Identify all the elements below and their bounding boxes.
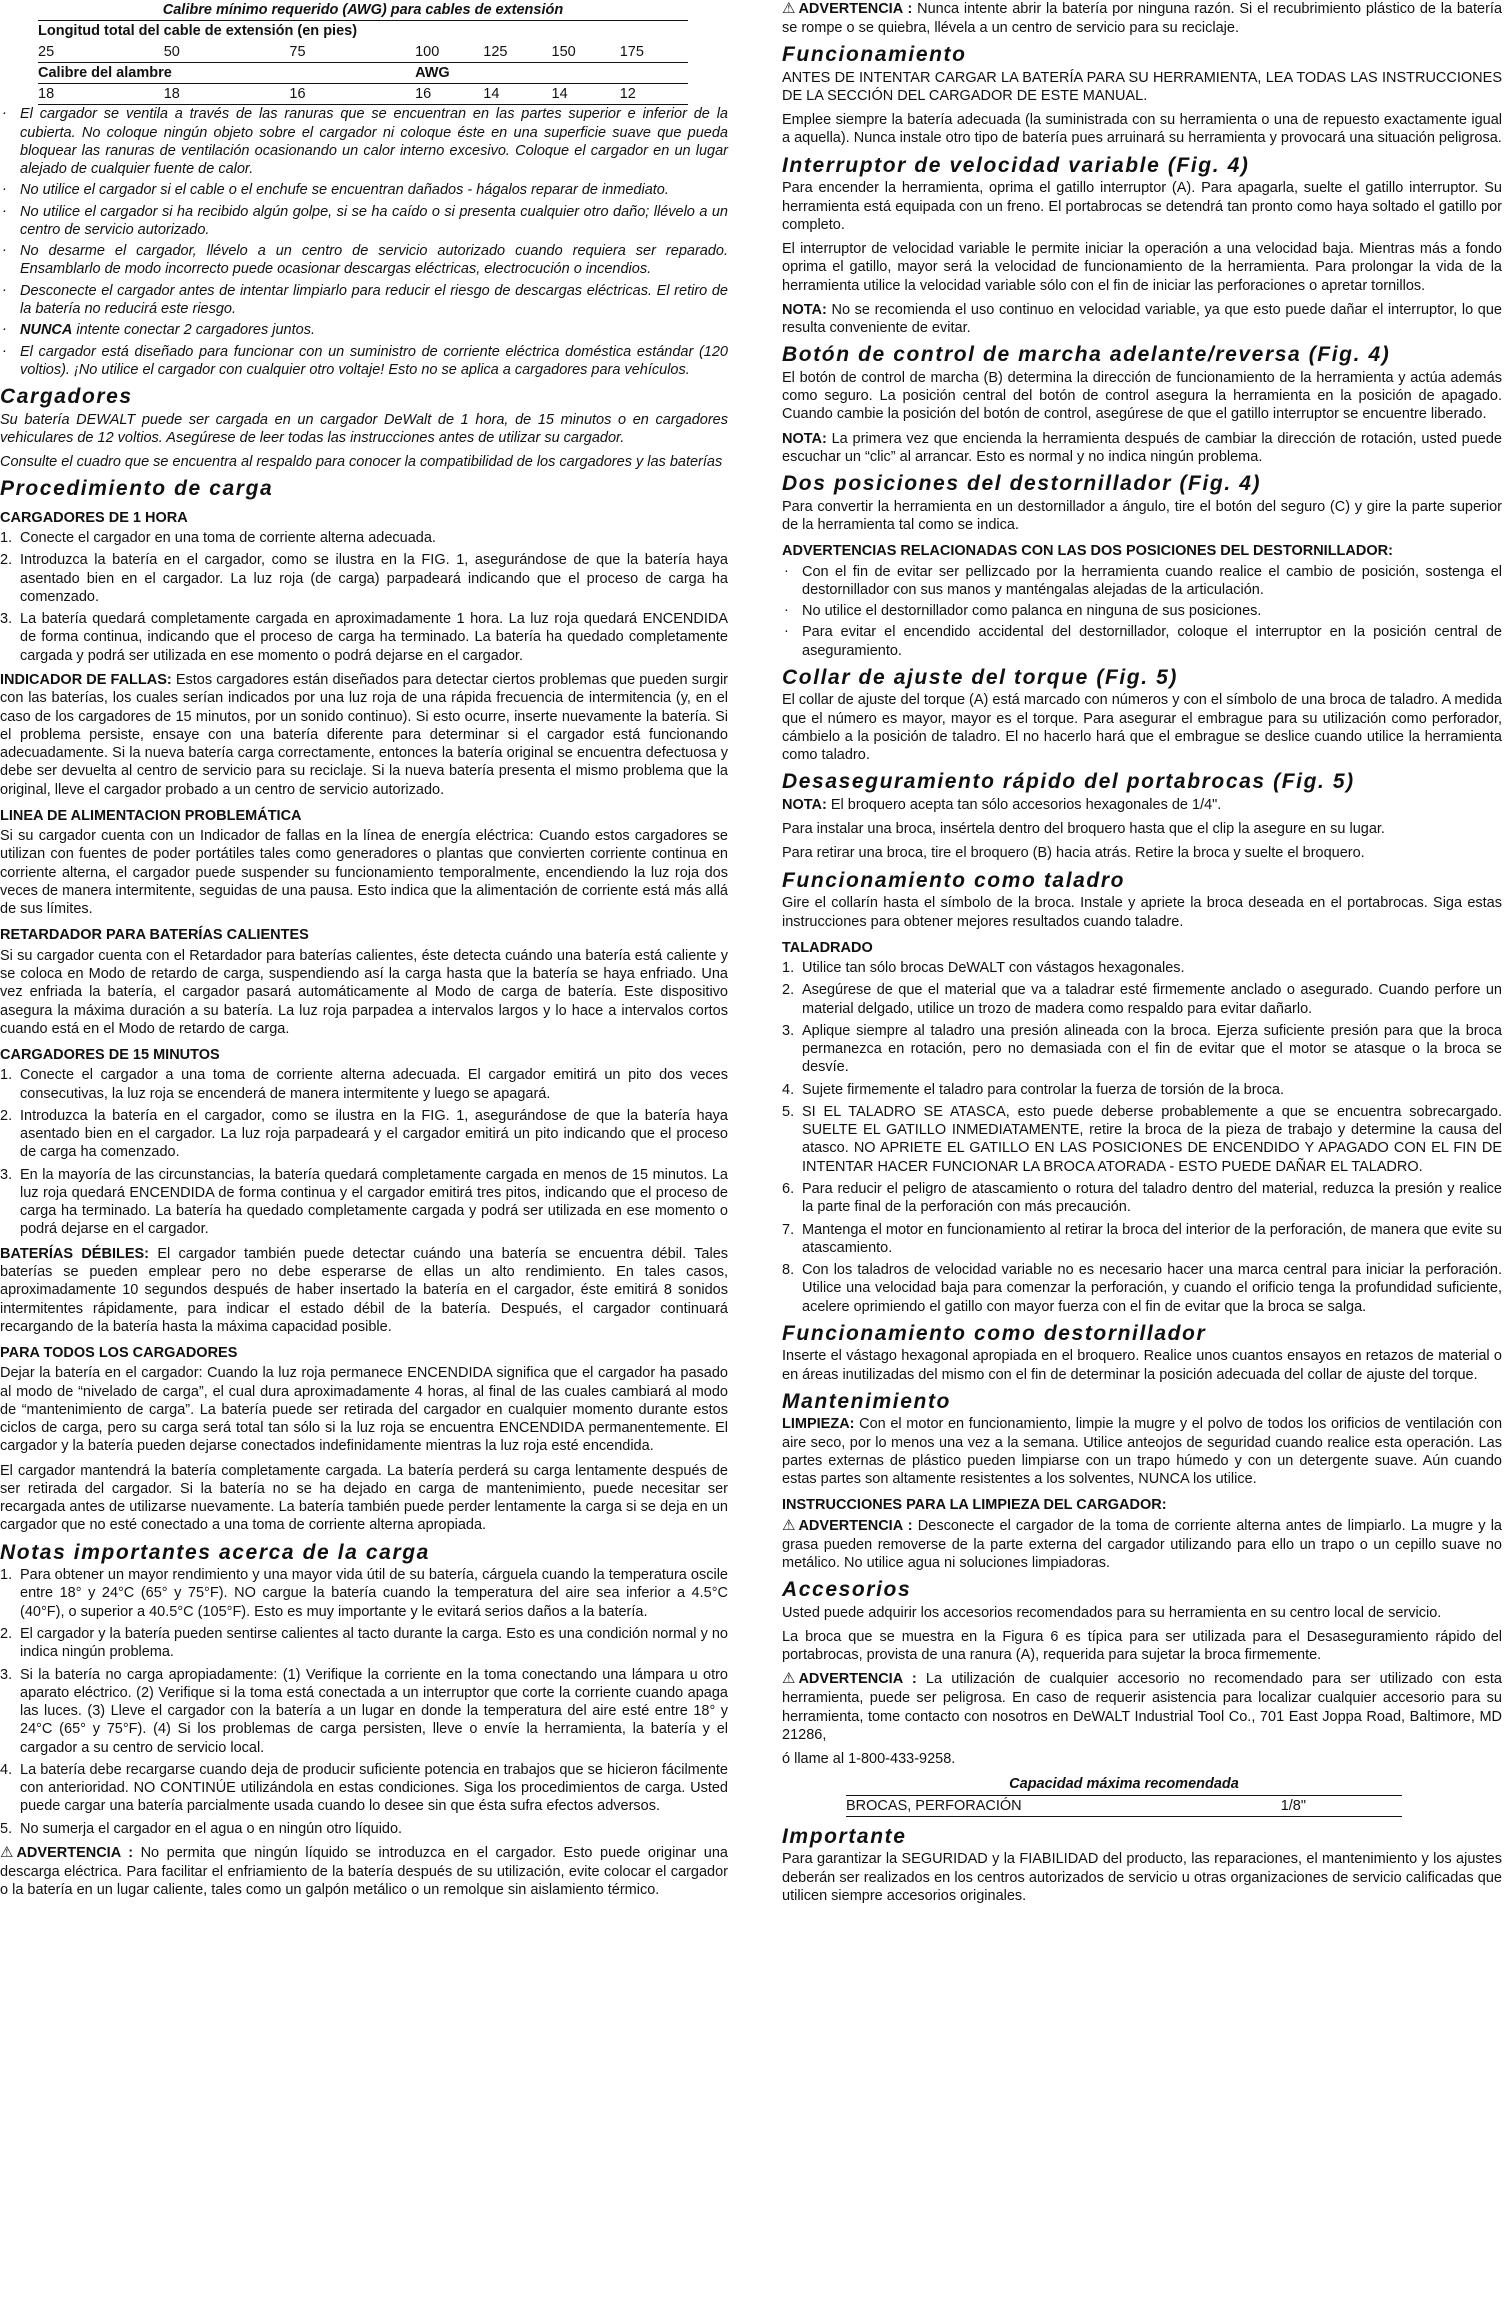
awg-gauge: 14 (483, 84, 551, 105)
warning-icon: ⚠ (782, 0, 796, 17)
list-item: 3. Aplique siempre al taladro una presión alineada con la broca. Ejerza suficiente presión para que la broca permanezca en rotación, pero no demasiada con el fin de evitar que el motor se atasque o la broca se desvíe. (782, 1022, 1502, 1076)
paragraph: Si su cargador cuenta con el Retardador para baterías calientes, éste detecta cuándo una batería está caliente y se coloca en Modo de retardo de carga, suspendiendo así la carga hasta que la batería se haya enfriado. Una vez enfriada la batería, el cargador pasará automáticamente al Modo de carga de batería. Este dispositivo asegura la máxima duración a su batería. La luz roja parpadea a intervalos largos y lo hace a intervalos cortos cuando está en el Modo de retardo de carga. (0, 947, 728, 1037)
subheading: PARA TODOS LOS CARGADORES (0, 1345, 238, 1362)
awg-length: 125 (483, 42, 551, 63)
section-title-mantenimiento: Mantenimiento (782, 1389, 951, 1413)
section-title-accesorios: Accesorios (782, 1578, 912, 1602)
list-item: 1. Conecte el cargador en una toma de corriente alterna adecuada. (0, 530, 436, 547)
subheading: CARGADORES DE 1 HORA (0, 509, 188, 526)
paragraph: La broca que se muestra en la Figura 6 es típica para ser utilizada para el Desaseguramiento rápido del portabrocas, provista de una ranura (A), requerida para sujetar la broca firmemente. (782, 1628, 1502, 1664)
capacity-label: BROCAS, PERFORACIÓN (846, 1795, 1175, 1816)
subheading: RETARDADOR PARA BATERÍAS CALIENTES (0, 927, 309, 944)
list-item: 2. Introduzca la batería en el cargador, como se ilustra en la FIG. 1, asegurándose de que la batería haya asentado bien en el cargador. La luz roja (de carga) parpadeará indicando que el proceso de carga ha comenzado. (0, 552, 728, 605)
nunca-emphasis: NUNCA (20, 322, 73, 339)
list-item: 1. Utilice tan sólo brocas DeWALT con vástagos hexagonales. (782, 960, 1185, 977)
paragraph: El botón de control de marcha (B) determina la dirección de funcionamiento de la herramienta y actúa además como seguro. La posición central del botón de control asegura la herramienta en la posición de apagado. Cuando cambie la posición del botón de control, asegúrese de que el gatillo interruptor se encuentre liberado. (782, 369, 1502, 423)
nota: NOTA: La primera vez que encienda la herramienta después de cambiar la dirección de rotación, usted puede escuchar un “clic” al arrancar. Esto es normal y no indica ningún problema. (782, 430, 1502, 465)
awg-table (38, 0, 688, 105)
list-item: · Con el fin de evitar ser pellizcado por la herramienta cuando realice el cambio de posición, sostenga el destornillador con sus manos y manténgalas alejadas de la articulación. (782, 563, 1502, 600)
section-title-interruptor: Interruptor de velocidad variable (Fig. 4) (782, 153, 1250, 177)
section-title-importante: Importante (782, 1824, 907, 1848)
nota: NOTA: El broquero acepta tan sólo accesorios hexagonales de 1/4". (782, 796, 1222, 813)
warning-icon: ⚠ (782, 1516, 796, 1534)
subheading: TALADRADO (782, 939, 873, 956)
warning-liquid: ⚠ ADVERTENCIA : No permita que ningún líquido se introduzca en el cargador. Esto puede originar una descarga eléctrica. Para facilitar el enfriamiento de la batería después de su utilización, evite colocar el cargador o la batería en un lugar caliente, tales como un galpón metálico o un remolque sin aislamiento térmico. (0, 1843, 728, 1899)
list-item: · Para evitar el encendido accidental del destornillador, coloque el interruptor en la posición central de aseguramiento. (782, 623, 1502, 660)
list-item: 5. SI EL TALADRO SE ATASCA, esto puede deberse probablemente a que se encuentra sobrecargado. SUELTE EL GATILLO INMEDIATAMENTE, retire la broca de la pieza de trabajo y determine la causa del atasco. NO APRIETE EL GATILLO EN LAS POSICIONES DE ENCENDIDO Y APAGADO CON EL FIN DE INTENTAR HACER FUNCIONAR LA BROCA ATORADA - ESTO PUEDE DAÑAR EL TALADRO. (782, 1103, 1502, 1175)
list-item: 3. Si la batería no carga apropiadamente: (1) Verifique la corriente en la toma conectando una lámpara u otro aparato eléctrico. (2) Verifique si la toma está conectada a un interruptor que corte la corriente cuando apaga las luces. (3) Lleve el cargador con la batería a un lugar en donde la temperatura del aire esté entre 18° y 24°C (65° y 75°F). (4) Si los problemas de carga persisten, lleve o envíe la herramienta, la batería y el cargador a su centro de servicio local. (0, 1666, 728, 1756)
list-item: · El cargador está diseñado para funcionar con un suministro de corriente eléctrica doméstica estándar (120 voltios). ¡No utilice el cargador con cualquier otro voltaje! Esto no se aplica a cargadores para vehículos. (0, 343, 728, 380)
paragraph: Su batería DEWALT puede ser cargada en un cargador DeWalt de 1 hora, de 15 minutos o en cargadores vehiculares de 12 voltios. Asegúrese de leer todas las instrucciones antes de utilizar su cargador. (0, 411, 728, 446)
section-title-dos-posiciones: Dos posiciones del destornillador (Fig. 4) (782, 472, 1262, 496)
list-item: 2. Asegúrese de que el material que va a taladrar esté firmemente anclado o asegurado. Cuando perfore un material delgado, utilice un trozo de madera como respaldo para evitar dañarlo. (782, 982, 1502, 1017)
section-title-desaseguramiento: Desaseguramiento rápido del portabrocas (Fig. 5) (782, 770, 1355, 794)
list-item: · No utilice el destornillador como palanca en ninguna de sus posiciones. (782, 602, 1502, 620)
list-item (0, 321, 728, 339)
paragraph: Para garantizar la SEGURIDAD y la FIABILIDAD del producto, las reparaciones, el mantenimiento y los ajustes deberán ser realizados en los centros autorizados de servicio u otras organizaciones de servicio calificadas que utilicen siempre accesorios originales. (782, 1851, 1502, 1904)
awg-gauge-header: Calibre del alambre (38, 62, 415, 83)
list-item: 2. El cargador y la batería pueden sentirse calientes al tacto durante la carga. Esto es una condición normal y no indica ningún problema. (0, 1626, 728, 1661)
capacity-table (846, 1774, 1402, 1817)
charger-safety-list (0, 105, 728, 379)
awg-length: 175 (620, 42, 688, 63)
paragraph-fallas: INDICADOR DE FALLAS: Estos cargadores están diseñados para detectar ciertos problemas que pueden surgir con las baterías, los cuales serían indicados por una luz roja de una rápida frecuencia de intermitencia (y, en el caso de los cargadores de 15 minutos, por un sonido continuo). Si esto ocurre, inserte nuevamente la batería. Si el problema persiste, ensaye con una batería diferente para determinar si el cargador está funcionando adecuadamente. Si la nueva batería carga correctamente, entonces la batería original se encuentra defectuosa y debe ser devuelta al centro de servicio para su reciclaje. Si la nueva batería presenta el mismo problema que la original, lleve el cargador probado a un centro de servicio autorizado. (0, 672, 728, 798)
paragraph: Para encender la herramienta, oprima el gatillo interruptor (A). Para apagarla, suelte el gatillo interruptor. Su herramienta está equipada con un freno. El portabrocas se detendrá tan pronto como haya soltado el gatillo por completo. (782, 180, 1502, 233)
list-item: 3. En la mayoría de las circunstancias, la batería quedará completamente cargada en menos de 15 minutos. La luz roja quedará ENCENDIDA de forma continua y el cargador emitirá tres pitos, indicando que el proceso de carga ha terminado. La batería ha quedado completamente cargada y podrá ser utilizada en ese momento o podrá dejarse en el cargador. (0, 1166, 728, 1238)
section-title-procedimiento: Procedimiento de carga (0, 477, 274, 501)
awg-gauge: 16 (289, 84, 415, 105)
section-title-taladro: Funcionamiento como taladro (782, 868, 1126, 892)
list-item: 4. La batería debe recargarse cuando deja de producir suficiente potencia en trabajos que se hicieron fácilmente con anterioridad. NO CONTINÚE utilizándola en estas condiciones. Siga los procedimientos de carga. Usted puede cargar una batería parcialmente usada cuando lo desee sin que ésta sufra efectos adversos. (0, 1761, 728, 1815)
paragraph: ANTES DE INTENTAR CARGAR LA BATERÍA PARA SU HERRAMIENTA, LEA TODAS LAS INSTRUCCIONES DE LA SECCIÓN DEL CARGADOR DE ESTE MANUAL. (782, 69, 1502, 104)
awg-length: 25 (38, 42, 164, 63)
list-item: 4. Sujete firmemente el taladro para controlar la fuerza de torsión de la broca. (782, 1081, 1284, 1098)
paragraph: Inserte el vástago hexagonal apropiada en el broquero. Realice unos cuantos ensayos en retazos de material o en áreas inutilizadas del mismo con el fin de determinar la posición adecuada del collar de ajuste del torque. (782, 1348, 1502, 1383)
subheading: INSTRUCCIONES PARA LA LIMPIEZA DEL CARGADOR: (782, 1497, 1167, 1514)
warning-battery: ⚠ ADVERTENCIA : Nunca intente abrir la batería por ninguna razón. Si el recubrimiento plástico de la batería se rompe o se quiebra, llévela a un centro de servicio para su reciclaje. (782, 0, 1503, 36)
nunca-text: intente conectar 2 cargadores juntos. (76, 322, 315, 339)
paragraph: Dejar la batería en el cargador: Cuando la luz roja permanece ENCENDIDA significa que el cargador ha pasado al modo de “nivelado de carga”, el cual dura aproximadamente 4 horas, al final de las cuales cambiará al modo de “mantenimiento de carga”. La batería puede ser retirada del cargador en cualquier momento durante estos ciclos de carga, pero su carga será total tan sólo si la luz roja se encuentra ENCENDIDA permanentemente. El cargador y la batería pueden dejarse conectados indefinidamente mientras la luz roja esté encendida. (0, 1365, 728, 1455)
subheading: ADVERTENCIAS RELACIONADAS CON LAS DOS POSICIONES DEL DESTORNILLADOR: (782, 543, 1393, 560)
awg-gauge: 14 (552, 84, 620, 105)
warning-icon: ⚠ (782, 1670, 796, 1688)
section-title-boton: Botón de control de marcha adelante/reversa (Fig. 4) (782, 343, 1391, 367)
awg-length: 100 (415, 42, 483, 63)
list-item: 2. Introduzca la batería en el cargador, como se ilustra en la FIG. 1, asegurándose de que la batería haya asentado bien en el cargador. La luz roja parpadeará y el cargador emitirá un pito indicando que el proceso de carga ha comenzado. (0, 1107, 728, 1161)
paragraph: Gire el collarín hasta el símbolo de la broca. Instale y apriete la broca deseada en el portabrocas. Siga estas instrucciones para obtener mejores resultados cuando taladre. (782, 895, 1502, 930)
awg-length: 75 (289, 42, 415, 63)
warning-icon: ⚠ (0, 1843, 14, 1861)
awg-length: 150 (552, 42, 620, 63)
warning-charger-clean: ⚠ ADVERTENCIA : Desconecte el cargador de la toma de corriente alterna antes de limpiarlo. La mugre y la grasa pueden removerse de la parte externa del cargador utilizando para ello un trapo o un cepillo suave no metálico. No utilice agua ni soluciones limpiadoras. (782, 1516, 1502, 1571)
taladrado-steps (782, 959, 1502, 1316)
paragraph: Para instalar una broca, insértela dentro del broquero hasta que el clip la asegure en su lugar. (782, 821, 1385, 838)
subheading: LINEA DE ALIMENTACION PROBLEMÁTICA (0, 807, 302, 824)
paragraph: El cargador mantendrá la batería completamente cargada. La batería perderá su carga lentamente después de ser retirada del cargador. Si la batería no se ha dejado en carga de mantenimiento, puede necesitar ser recargada antes de utilizarse nuevamente. La batería también puede perder lentamente la carga si se deja en un cargador que no esté conectado a una toma de corriente alterna apropiada. (0, 1462, 728, 1534)
warning-accessories: ⚠ ADVERTENCIA : La utilización de cualquier accesorio no recomendado para ser utilizado con esta herramienta, puede ser peligrosa. En caso de requerir asistencia para localizar cualquier accesorio para su herramienta, tome contacto con nosotros en DeWALT Industrial Tool Co., 701 East Joppa Road, Baltimore, MD 21286, (782, 1670, 1502, 1743)
list-item: 7. Mantenga el motor en funcionamiento al retirar la broca del interior de la perforación, de manera que evite su atascamiento. (782, 1221, 1502, 1256)
nota: NOTA: No se recomienda el uso continuo en velocidad variable, ya que esto puede dañar el interruptor, lo que resulta conveniente de evitar. (782, 301, 1502, 337)
paragraph: Usted puede adquirir los accesorios recomendados para su herramienta en su centro local de servicio. (782, 1604, 1442, 1621)
awg-length-header: Longitud total del cable de extensión (en pies) (38, 23, 358, 40)
list-item: 5. No sumerja el cargador en el agua o en ningún otro líquido. (0, 1820, 403, 1837)
capacity-caption: Capacidad máxima recomendada (846, 1774, 1402, 1795)
paragraph: Para convertir la herramienta en un destornillador a ángulo, tire el botón del seguro (C) y gire la parte superior de la herramienta tal como se indica. (782, 498, 1502, 533)
paragraph: Para retirar una broca, tire el broquero (B) hacia atrás. Retire la broca y suelte el broquero. (782, 845, 1365, 862)
section-title-notas: Notas importantes acerca de la carga (0, 1540, 430, 1564)
awg-gauge: 16 (415, 84, 483, 105)
section-title-funcionamiento: Funcionamiento (782, 43, 967, 67)
list-item: 6. Para reducir el peligro de atascamiento o rotura del taladro dentro del material, reduzca la presión y realice la parte final de la perforación con más precaución. (782, 1180, 1502, 1216)
list-item: · No desarme el cargador, llévelo a un centro de servicio autorizado cuando requiera ser reparado. Ensamblarlo de modo incorrecto puede ocasionar descargas eléctricas, electrocución o incendios. (0, 242, 728, 279)
list-item: 3. La batería quedará completamente cargada en aproximadamente 1 hora. La luz roja quedará ENCENDIDA de forma continua, indicando que el proceso de carga ha terminado. La batería ha quedado completamente cargada y podrá ser utilizada en ese momento o podrá dejarse en el cargador. (0, 611, 728, 664)
awg-gauge: 18 (164, 84, 290, 105)
list-item: 8. Con los taladros de velocidad variable no es necesario hacer una marca central para iniciar la perforación. Utilice una velocidad baja para comenzar la perforación, y cuando el orificio tenga la profundidad suficiente, acelere oprimiendo el gatillo con mayor fuerza con el fin de evitar que la broca se salga. (782, 1262, 1502, 1315)
paragraph: Si su cargador cuenta con un Indicador de fallas en la línea de energía eléctrica: Cuando estos cargadores se utilizan con fuentes de poder portátiles tales como generadores o plantas que convierten corriente continua en corriente alterna, el cargador puede suspender su funcionamiento temporalmente, encendiendo la luz roja dos veces de manera intermitente, seguidas de una pausa. Esto indica que la alimentación de corriente está más allá de sus límites. (0, 828, 728, 918)
capacity-value: 1/8" (1175, 1795, 1402, 1816)
paragraph-debiles: BATERÍAS DÉBILES: El cargador también puede detectar cuándo una batería se encuentra débil. Tales baterías se pueden emplear pero no debe esperarse de ellas un alto rendimiento. En tales casos, aproximadamente 10 segundos después de haber insertado la batería en el cargador, éste emitirá 8 sonidos intermitentes rápidamente, para indicar el estado débil de la batería. Después, el cargador continuará recargando de la batería hasta la máxima capacidad posible. (0, 1245, 729, 1335)
phone-line: ó llame al 1-800-433-9258. (782, 1751, 956, 1768)
section-title-cargadores: Cargadores (0, 385, 133, 409)
steps-15-min (0, 1066, 728, 1238)
awg-gauge: 12 (620, 84, 688, 105)
subheading: CARGADORES DE 15 MINUTOS (0, 1047, 220, 1064)
paragraph: El collar de ajuste del torque (A) está marcado con números y con el símbolo de una broca de taladro. A medida que el número es mayor, mayor es el torque. Para asegurar el embrague para su utilización como perforador, cámbielo a la posición de taladro. El no hacerlo hará que el embrague se deslice cuando utilice la herramienta como taladro. (782, 692, 1502, 764)
left-column (0, 0, 728, 1905)
right-column (782, 0, 1502, 1911)
list-item: · El cargador se ventila a través de las ranuras que se encuentran en las partes superior e inferior de la cubierta. No coloque ningún objeto sobre el cargador ni coloque éste en una superficie suave que pueda bloquear las ranuras de ventilación ocasionando un calor interno excesivo. Coloque el cargador en un lugar alejado de cualquier fuente de calor. (0, 105, 728, 178)
list-item: · No utilice el cargador si el cable o el enchufe se encuentran dañados - hágalos reparar de inmediato. (0, 181, 728, 199)
list-item: · No utilice el cargador si ha recibido algún golpe, si se ha caído o si presenta cualquier otro daño; llévelo a un centro de servicio autorizado. (0, 203, 728, 240)
list-item: · Desconecte el cargador antes de intentar limpiarlo para reducir el riesgo de descargas eléctricas. El retiro de la batería no reducirá este riesgo. (0, 282, 728, 319)
notas-list (0, 1566, 728, 1838)
paragraph: Consulte el cuadro que se encuentra al respaldo para conocer la compatibilidad de los cargadores y las baterías (0, 454, 723, 471)
paragraph: El interruptor de velocidad variable le permite iniciar la operación a una velocidad baja. Mientras más a fondo oprima el gatillo, mayor será la velocidad de funcionamiento de la herramienta. Para prolongar la vida de la herramienta utilice la velocidad variable sólo con el fin de iniciar las perforaciones o apretar tornillos. (782, 241, 1502, 294)
awg-label: AWG (415, 62, 688, 83)
awg-length: 50 (164, 42, 290, 63)
steps-1-hora (0, 529, 728, 665)
paragraph-limpieza: LIMPIEZA: Con el motor en funcionamiento, limpie la mugre y el polvo de todos los orificios de ventilación con aire seco, por lo menos una vez a la semana. Utilice anteojos de seguridad cuando realice esta operación. Las partes externas de plástico pueden limpiarse con un trapo húmedo y con un detergente suave. Aún cuando estas partes son altamente resistentes a los solventes, NUNCA los utilice. (782, 1416, 1503, 1488)
section-title-destornillador: Funcionamiento como destornillador (782, 1321, 1207, 1345)
dos-posiciones-list (782, 563, 1502, 660)
section-title-collar: Collar de ajuste del torque (Fig. 5) (782, 665, 1178, 689)
list-item: 1. Conecte el cargador a una toma de corriente alterna adecuada. El cargador emitirá un pito dos veces consecutivas, la luz roja se encenderá de manera intermitente y luego se apagará. (0, 1067, 728, 1102)
awg-table-caption: Calibre mínimo requerido (AWG) para cables de extensión (38, 0, 688, 21)
paragraph: Emplee siempre la batería adecuada (la suministrada con su herramienta o una de repuesto exactamente igual a aquella). Nunca instale otro tipo de batería pues arruinará su herramienta y provocará una situación peligrosa. (782, 112, 1502, 147)
list-item: 1. Para obtener un mayor rendimiento y una mayor vida útil de su batería, cárguela cuando la temperatura oscile entre 18° y 24°C (65° y 75°F). NO cargue la batería cuando la temperatura del aire sea inferior a 4.5°C (40°F), o superior a 40.5°C (105°F). Esto es muy importante y le evitará serios daños a la batería. (0, 1567, 728, 1620)
awg-gauge: 18 (38, 84, 164, 105)
